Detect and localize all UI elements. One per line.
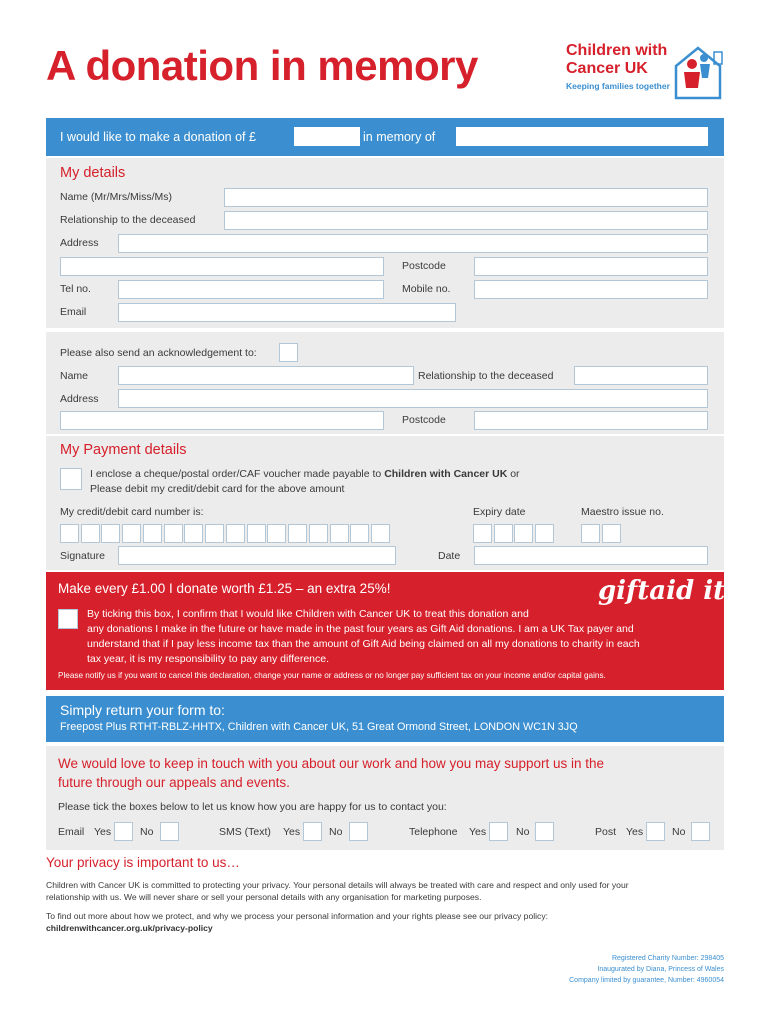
card-digit-box[interactable] [226,524,245,543]
ack-address-input-1[interactable] [118,389,708,408]
card-digit-box[interactable] [309,524,328,543]
ack-address-input-2[interactable] [60,411,384,430]
date-input[interactable] [474,546,708,565]
card-digit-box[interactable] [143,524,162,543]
email-input[interactable] [118,303,456,322]
logo-line2: Cancer UK [566,60,648,77]
ack-name-label: Name [60,370,89,382]
donation-label: I would like to make a donation of £ [60,130,256,144]
payment-heading: My Payment details [60,442,187,458]
sms-no-label: No [329,826,343,838]
footer-line3: Company limited by guarantee, Number: 4960054 [569,977,724,984]
debit-text: Please debit my credit/debit card for the above amount [90,483,345,495]
telephone-pref-label: Telephone [409,826,458,838]
ack-postcode-label: Postcode [402,414,446,426]
contact-section [46,746,724,850]
address-input-1[interactable] [118,234,708,253]
family-house-icon [670,42,726,102]
email-yes-checkbox[interactable] [114,822,133,841]
card-digit-box[interactable] [247,524,266,543]
logo-tagline: Keeping families together [566,81,670,91]
maestro-label: Maestro issue no. [581,506,664,518]
gift-aid-section [46,572,724,690]
my-details-section [46,158,724,328]
card-digit-box[interactable] [205,524,224,543]
sms-yes-label: Yes [283,826,301,838]
postcode-input[interactable] [474,257,708,276]
gift-aid-notice: Please notify us if you want to cancel this declaration, change your name or address or no longer pay sufficient tax on your income and/or capital gains. [58,671,606,680]
name-label: Name (Mr/Mrs/Miss/Ms) [60,191,172,203]
card-number-label: My credit/debit card number is: [60,506,204,518]
return-section [46,696,724,742]
email-pref-label: Email [58,826,85,838]
gift-aid-heading: Make every £1.00 I donate worth £1.25 – an extra 25%! [58,581,391,596]
card-digit-box[interactable] [330,524,349,543]
mobile-input[interactable] [474,280,708,299]
return-heading: Simply return your form to: [60,702,225,718]
telephone-no-checkbox[interactable] [535,822,554,841]
card-digit-box[interactable] [101,524,120,543]
charity-logo [566,42,726,104]
gift-aid-line2: any donations I make in the future or have made in the past four years as Gift Aid donations. I am a UK Tax payer and [87,623,634,635]
privacy-line1: Children with Cancer UK is committed to protecting your privacy. Your personal details will always be treated with care and respect and only used for your [46,880,629,890]
relationship-input[interactable] [224,211,708,230]
mobile-label: Mobile no. [402,283,451,295]
enclose-payee: Children with Cancer UK [384,468,508,480]
gift-aid-checkbox[interactable] [58,609,78,629]
charity-footer [569,953,724,986]
card-digit-box[interactable] [164,524,183,543]
post-no-checkbox[interactable] [691,822,710,841]
ack-prompt: Please also send an acknowledgement to: [60,347,257,359]
privacy-policy-link[interactable]: childrenwithcancer.org.uk/privacy-policy [46,923,213,933]
my-details-heading: My details [60,165,126,181]
expiry-digit-box[interactable] [514,524,533,543]
donation-bar [46,118,724,156]
donation-amount-input[interactable] [294,127,360,146]
telephone-no-label: No [516,826,530,838]
gift-aid-line4: tax year, it is my responsibility to pay any difference. [87,653,330,665]
address-input-2[interactable] [60,257,384,276]
card-digit-box[interactable] [81,524,100,543]
card-digit-box[interactable] [267,524,286,543]
card-digit-box[interactable] [184,524,203,543]
contact-heading-1: We would love to keep in touch with you about our work and how you may support us in the [58,756,605,771]
in-memory-label: in memory of [363,130,436,144]
card-digit-box[interactable] [350,524,369,543]
expiry-digit-box[interactable] [473,524,492,543]
cheque-checkbox[interactable] [60,468,82,490]
post-no-label: No [672,826,686,838]
sms-yes-checkbox[interactable] [303,822,322,841]
post-yes-label: Yes [626,826,644,838]
expiry-digit-box[interactable] [494,524,513,543]
footer-line2: Inaugurated by Diana, Princess of Wales [597,966,724,973]
acknowledgement-section [46,332,724,434]
return-address: Freepost Plus RTHT-RBLZ-HHTX, Children with Cancer UK, 51 Great Ormond Street, LONDON WC1N 3JQ [60,721,578,733]
relationship-label: Relationship to the deceased [60,214,196,226]
contact-heading-2: future through our appeals and events. [58,775,290,790]
date-label: Date [438,550,461,562]
email-yes-label: Yes [94,826,112,838]
card-digit-box[interactable] [122,524,141,543]
gift-aid-line3: understand that if I pay less income tax than the amount of Gift Aid being claimed on all my donations to charity in each [87,638,640,650]
ack-postcode-input[interactable] [474,411,708,430]
card-digit-box[interactable] [371,524,390,543]
gift-aid-logo: giftaid it [598,576,726,606]
post-yes-checkbox[interactable] [646,822,665,841]
page-title: A donation in memory [46,42,478,89]
telephone-yes-checkbox[interactable] [489,822,508,841]
tel-label: Tel no. [60,283,91,295]
payment-section [46,436,724,570]
maestro-digit-box[interactable] [602,524,621,543]
footer-line1: Registered Charity Number: 298405 [611,955,724,962]
sms-no-checkbox[interactable] [349,822,368,841]
logo-line1: Children with [566,42,668,59]
ack-checkbox[interactable] [279,343,298,362]
enclose-post: or [507,468,520,480]
sms-pref-label: SMS (Text) [219,826,271,838]
expiry-digit-box[interactable] [535,524,554,543]
post-pref-label: Post [595,826,617,838]
card-digit-box[interactable] [288,524,307,543]
ack-relationship-label: Relationship to the deceased [418,370,554,382]
telephone-yes-label: Yes [469,826,487,838]
email-no-label: No [140,826,154,838]
address-label: Address [60,237,99,249]
enclose-pre: I enclose a cheque/postal order/CAF voucher made payable to [90,468,385,480]
privacy-line2: relationship with us. We will never share or sell your personal details with any organisation for marketing purposes. [46,892,482,902]
ack-name-input[interactable] [118,366,414,385]
expiry-label: Expiry date [473,506,526,518]
privacy-heading: Your privacy is important to us… [46,855,240,870]
contact-prompt: Please tick the boxes below to let us know how you are happy for us to contact you: [58,801,447,813]
signature-label: Signature [60,550,105,562]
postcode-label: Postcode [402,260,446,272]
signature-input[interactable] [118,546,396,565]
gift-aid-line1: By ticking this box, I confirm that I would like Children with Cancer UK to treat this donation and [87,608,529,620]
email-label: Email [60,306,87,318]
email-no-checkbox[interactable] [160,822,179,841]
ack-relationship-input[interactable] [574,366,708,385]
ack-address-label: Address [60,393,99,405]
privacy-line3: To find out more about how we protect, and why we process your personal information and your rights please see our privacy policy: [46,911,549,921]
in-memory-of-input[interactable] [456,127,708,146]
name-input[interactable] [224,188,708,207]
enclose-text [90,468,520,480]
card-digit-box[interactable] [60,524,79,543]
maestro-digit-box[interactable] [581,524,600,543]
tel-input[interactable] [118,280,384,299]
